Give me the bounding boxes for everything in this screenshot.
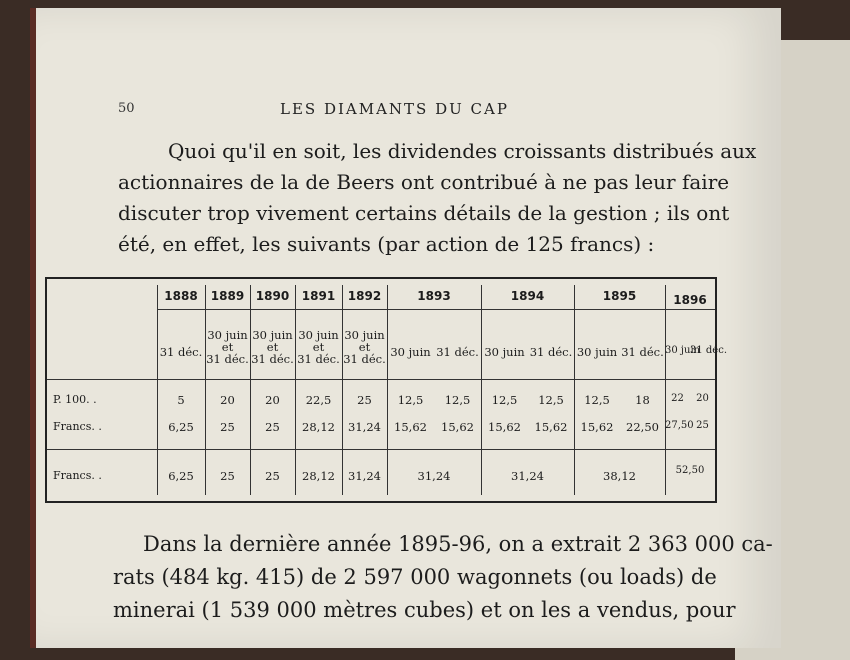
year-header: 1892 bbox=[347, 289, 382, 303]
year-header: 1894 bbox=[510, 289, 545, 303]
text-line: minerai (1 539 000 mètres cubes) et on les a vendus, pour bbox=[113, 598, 736, 622]
column-rule bbox=[665, 285, 666, 495]
subhead: 31 déc. bbox=[436, 345, 479, 359]
row-rule bbox=[157, 309, 715, 310]
table-cell: 22,5 bbox=[305, 393, 332, 407]
year-header: 1893 bbox=[417, 289, 451, 303]
table-cell: 25 bbox=[696, 420, 709, 431]
column-rule bbox=[574, 285, 575, 495]
text-line: Dans la dernière année 1895-96, on a extrait 2 363 000 ca- bbox=[143, 532, 773, 556]
row-rule bbox=[47, 449, 715, 450]
subhead-line: 31 déc. bbox=[206, 352, 249, 366]
text-line: été, en effet, les suivants (par action de 125 francs) : bbox=[118, 232, 655, 256]
table-cell: 25 bbox=[265, 420, 280, 434]
table-cell: 12,5 bbox=[538, 393, 564, 407]
table-cell: 18 bbox=[635, 393, 650, 407]
year-header: 1896 bbox=[673, 293, 707, 307]
table-cell: 20 bbox=[696, 393, 709, 404]
subhead-line: 31 déc. bbox=[343, 352, 386, 366]
table-cell: 15,62 bbox=[394, 420, 427, 434]
subhead-line: 30 juin bbox=[252, 328, 293, 342]
closing-paragraph bbox=[113, 528, 773, 627]
table-cell: 20 bbox=[220, 393, 235, 407]
subhead: 30 juin bbox=[484, 345, 525, 359]
table-cell: 22 bbox=[671, 393, 684, 404]
table-cell: 22,50 bbox=[626, 420, 659, 434]
table-cell: 28,12 bbox=[302, 469, 335, 483]
subhead: 31 déc. bbox=[529, 345, 573, 359]
table-cell: 31,24 bbox=[417, 469, 451, 483]
table-cell: 12,5 bbox=[444, 393, 471, 407]
table-cell: 15,62 bbox=[580, 420, 614, 434]
subhead-line: 31 déc. bbox=[251, 352, 294, 366]
intro-paragraph bbox=[118, 136, 756, 260]
table-cell: 27,50 bbox=[665, 420, 694, 431]
table-cell: 12,5 bbox=[397, 393, 424, 407]
dividend-table bbox=[45, 277, 728, 503]
year-header: 1891 bbox=[301, 289, 336, 303]
text-line: discuter trop vivement certains détails de la gestion ; ils ont bbox=[118, 201, 730, 225]
table-cell: 12,5 bbox=[491, 393, 518, 407]
subhead-line: et bbox=[266, 340, 279, 354]
table-cell: 20 bbox=[265, 393, 280, 407]
subhead-line: et bbox=[312, 340, 325, 354]
subhead bbox=[205, 329, 250, 365]
subhead bbox=[250, 329, 295, 365]
table-cell: 31,24 bbox=[511, 469, 544, 483]
column-rule bbox=[387, 285, 388, 495]
subhead-line: 30 juin bbox=[207, 328, 248, 342]
table-cell: 6,25 bbox=[168, 469, 194, 483]
table-cell: 15,62 bbox=[488, 420, 521, 434]
subhead-line: 31 déc. bbox=[297, 352, 340, 366]
column-rule bbox=[205, 285, 206, 495]
table-cell: 31,24 bbox=[348, 420, 381, 434]
subhead-line: et bbox=[358, 340, 371, 354]
table-cell: 12,5 bbox=[584, 393, 610, 407]
text-line: actionnaires de la de Beers ont contribué à ne pas leur faire bbox=[118, 170, 730, 194]
text-line: Quoi qu'il en soit, les dividendes croissants distribués aux bbox=[168, 139, 757, 163]
subhead-line: 30 juin bbox=[344, 328, 385, 342]
table-cell: 52,50 bbox=[675, 465, 705, 476]
subhead: 31 déc. bbox=[690, 345, 728, 356]
table-cell: 25 bbox=[265, 469, 280, 483]
subhead bbox=[295, 329, 342, 365]
table-cell: 25 bbox=[357, 393, 372, 407]
row-label: Francs. . bbox=[53, 469, 102, 482]
page-number: 50 bbox=[118, 101, 135, 116]
column-rule bbox=[295, 285, 296, 495]
subhead-line: 30 juin bbox=[298, 328, 339, 342]
row-rule bbox=[47, 379, 715, 380]
year-header: 1890 bbox=[255, 289, 290, 303]
subhead: 31 déc. bbox=[621, 345, 664, 359]
row-label: Francs. . bbox=[53, 420, 102, 433]
table-cell: 15,62 bbox=[534, 420, 568, 434]
subhead: 30 juin bbox=[390, 345, 431, 359]
table-cell: 5 bbox=[177, 393, 185, 407]
year-header: 1888 bbox=[164, 289, 198, 303]
subhead-line: et bbox=[221, 340, 234, 354]
subhead: 30 juin bbox=[576, 345, 618, 359]
column-rule bbox=[481, 285, 482, 495]
table-cell: 6,25 bbox=[168, 420, 194, 434]
table-cell: 38,12 bbox=[603, 469, 636, 483]
running-header: LES DIAMANTS DU CAP bbox=[280, 100, 509, 118]
row-label: P. 100. . bbox=[53, 393, 97, 406]
text-line: rats (484 kg. 415) de 2 597 000 wagonnets (ou loads) de bbox=[113, 565, 717, 589]
table-cell: 31,24 bbox=[348, 469, 381, 483]
column-rule bbox=[250, 285, 251, 495]
table-cell: 28,12 bbox=[302, 420, 335, 434]
column-rule bbox=[342, 285, 343, 495]
subhead bbox=[342, 329, 387, 365]
table-cell: 15,62 bbox=[441, 420, 474, 434]
subhead: 30 juin bbox=[665, 345, 701, 356]
year-header: 1895 bbox=[602, 289, 637, 303]
column-rule bbox=[157, 285, 158, 495]
table-cell: 25 bbox=[220, 469, 235, 483]
table-cell: 25 bbox=[220, 420, 235, 434]
year-header: 1889 bbox=[210, 289, 245, 303]
subhead: 31 déc. bbox=[159, 345, 203, 359]
